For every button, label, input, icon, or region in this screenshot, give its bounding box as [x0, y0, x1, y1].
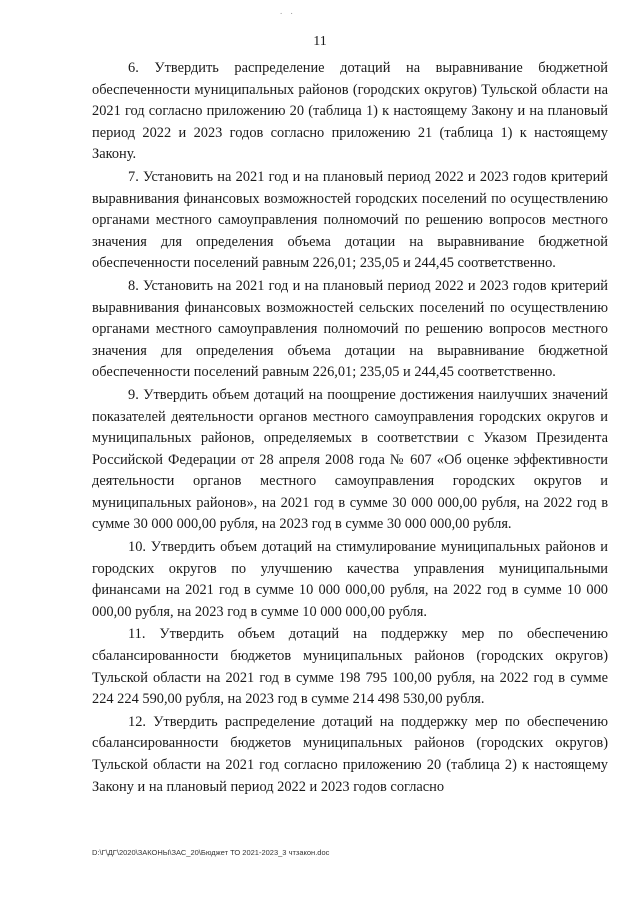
document-body	[92, 58, 608, 799]
paragraph-11: 11. Утвердить объем дотаций на поддержку мер по обеспечению сбалансированности бюджетов муниципальных районов (городских округов) Тульской области на 2021 год в сумме 198 795 100,00 рубля, на 2022 год в сумме 224 224 590,00 рубля, на 2023 год в сумме 214 498 530,00 рубля.	[92, 626, 608, 708]
paragraph-6: 6. Утвердить распределение дотаций на выравнивание бюджетной обеспеченности муниципальных районов (городских округов) Тульской области на 2021 год согласно приложению 20 (таблица 1) к настоящему Закону и на плановый период 2022 и 2023 годов согласно приложению 21 (таблица 1) к настоящему Закону.	[92, 60, 608, 163]
page-number: 11	[313, 34, 327, 49]
paragraph-7: 7. Установить на 2021 год и на плановый период 2022 и 2023 годов критерий выравнивания финансовых возможностей городских поселений по осуществлению органами местного самоуправления полномочий по решению вопросов местного значения для определения объема дотации на выравнивание бюджетной обеспеченности поселений равным 226,01; 235,05 и 244,45 соответственно.	[92, 168, 608, 272]
footer-file-path: D:\Г\ДГ\2020\ЗАКОНЫ\ЗАС_20\Бюджет ТО 2021-2023_3 чтзакон.doc	[92, 848, 330, 857]
paragraph-9: 9. Утвердить объем дотаций на поощрение достижения наилучших значений показателей деятельности органов местного самоуправления городских округов и муниципальных районов, определяемых в соответствии с Указом Президента Российской Федерации от 28 апреля 2008 года № 607 «Об оценке эффективности деятельности органов местного самоуправления городских округов и муниципальных районов», на 2021 год в сумме 30 000 000,00 рубля, на 2022 год в сумме 30 000 000,00 рубля, на 2023 год в сумме 30 000 000,00 рубля.	[92, 386, 608, 533]
paragraph-12: 12. Утвердить распределение дотаций на поддержку мер по обеспечению сбалансированности бюджетов муниципальных районов (городских округов) Тульской области на 2021 год согласно приложению 20 (таблица 2) к настоящему Закону и на плановый период 2022 и 2023 годов согласно	[92, 713, 608, 795]
scan-marks: . .	[280, 6, 296, 16]
paragraph-8: 8. Установить на 2021 год и на плановый период 2022 и 2023 годов критерий выравнивания финансовых возможностей сельских поселений по осуществлению органами местного самоуправления полномочий по решению вопросов местного значения для определения объема дотации на выравнивание бюджетной обеспеченности поселений равным 226,01; 235,05 и 244,45 соответственно.	[92, 277, 608, 381]
paragraph-10: 10. Утвердить объем дотаций на стимулирование муниципальных районов и городских округов по улучшению качества управления муниципальными финансами на 2021 год в сумме 10 000 000,00 рубля, на 2022 год в сумме 10 000 000,00 рубля, на 2023 год в сумме 10 000 000,00 рубля.	[92, 539, 608, 620]
